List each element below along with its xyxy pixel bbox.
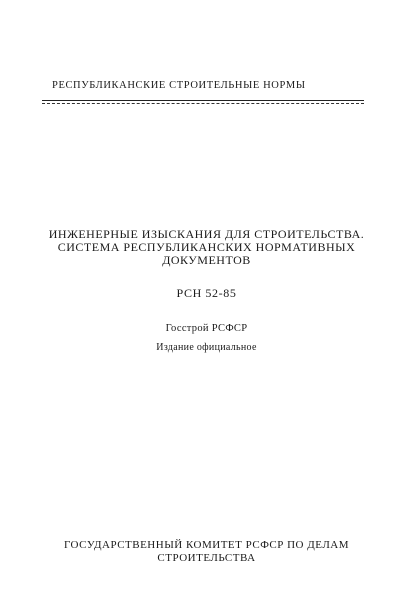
- header-rule: [42, 100, 364, 101]
- publisher: Госстрой РСФСР: [165, 323, 248, 334]
- document-title: [0, 228, 413, 267]
- header-rule-dashed: [42, 103, 364, 104]
- title-line: ДОКУМЕНТОВ: [162, 253, 251, 267]
- title-line: ИНЖЕНЕРНЫЕ ИЗЫСКАНИЯ ДЛЯ СТРОИТЕЛЬСТВА.: [48, 227, 365, 241]
- authority-line: СТРОИТЕЛЬСТВА: [157, 552, 256, 564]
- authority-line: ГОСУДАРСТВЕННЫЙ КОМИТЕТ РСФСР ПО ДЕЛАМ: [63, 539, 350, 551]
- title-line: СИСТЕМА РЕСПУБЛИКАНСКИХ НОРМАТИВНЫХ: [57, 240, 356, 254]
- series-header: РЕСПУБЛИКАНСКИЕ СТРОИТЕЛЬНЫЕ НОРМЫ: [52, 80, 306, 91]
- edition-label: Издание официальное: [156, 342, 257, 353]
- issuing-authority: [0, 539, 413, 565]
- document-code: РСН 52-85: [176, 286, 237, 300]
